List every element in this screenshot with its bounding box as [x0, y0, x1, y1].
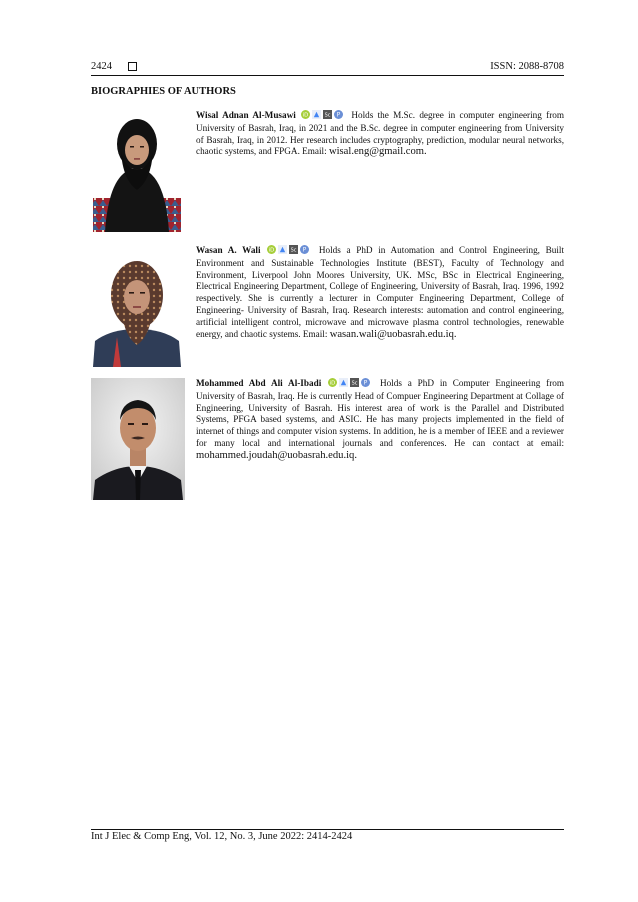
- svg-text:Sc: Sc: [351, 380, 358, 387]
- section-title: BIOGRAPHIES OF AUTHORS: [91, 86, 236, 97]
- header-rule: [91, 75, 564, 76]
- journal-citation: Int J Elec & Comp Eng, Vol. 12, No. 3, June 2022: 2414-2424: [91, 831, 353, 842]
- author-name: Wasan A. Wali: [196, 245, 261, 255]
- page-number: 2424: [91, 61, 112, 72]
- author-photo: [91, 378, 185, 500]
- running-header: [91, 61, 564, 75]
- bio-text: Holds a PhD in Computer Engineering from University of Basrah, Iraq. He is currently Head of Compuer Engineering Department at Collage of Engineering, University of Basrah. His interest area of work is the Parallel and Distributed Systems, PFGA based systems, and ASIC. He has many projects implemented in the field of internet of things and computer vision systems. In addition, he is a member of IEEE and a reviewer for many local and international journals and conferences. He can contact at email:: [196, 378, 564, 448]
- scholar-icon[interactable]: [339, 378, 348, 387]
- footer-rule: [91, 829, 564, 830]
- author-bio: [196, 110, 564, 158]
- author-photo: [91, 110, 183, 232]
- bio-text: Holds a PhD in Automation and Control Engineering, Built Environment and Sustainable Technologies Institute (BEST), Faculty of Technology and Environment, Liverpool John Moores University, UK. MSc, BSc in Electrical Engineering, Electrical Engineering Department, College of Engineering, University of Basrah, Iraq. 1996, 1992 respectively. She is currently a lecturer in Computer Engineering Department, College of Engineering- University of Basrah, Iraq. Research interests: automation and control engineering, artificial intelligent control, microwave and microwave plasma control technologies, renewable energy, and chaotic systems. Email:: [196, 245, 565, 339]
- author-photo: [91, 245, 183, 367]
- scholar-icon[interactable]: [312, 110, 321, 119]
- svg-text:P: P: [336, 112, 341, 119]
- scopus-icon[interactable]: [289, 245, 298, 254]
- author-name: Mohammed Abd Ali Al-Ibadi: [196, 378, 322, 388]
- publons-icon[interactable]: [361, 378, 370, 387]
- author-email[interactable]: wisal.eng@gmail.com.: [328, 146, 427, 158]
- scholar-icon[interactable]: [278, 245, 287, 254]
- author-name: Wisal Adnan Al-Musawi: [196, 110, 296, 120]
- orcid-icon[interactable]: [267, 245, 276, 254]
- svg-text:P: P: [363, 380, 368, 387]
- publons-icon[interactable]: [334, 110, 343, 119]
- svg-text:iD: iD: [268, 247, 275, 254]
- svg-text:P: P: [302, 247, 307, 254]
- svg-text:Sc: Sc: [324, 112, 331, 119]
- scopus-icon[interactable]: [323, 110, 332, 119]
- profile-links: [301, 110, 345, 123]
- bio-text: Holds the M.Sc. degree in computer engineering from University of Basrah, Iraq, in 2021 and the B.Sc. degree in computer engineering from University of Basrah, Iraq, in 2012. Her research includes cryptography, prediction, modular neural networks, chaotic systems, and FPGA. Email:: [196, 110, 564, 157]
- orcid-icon[interactable]: [301, 110, 310, 119]
- author-bio: [196, 245, 564, 340]
- profile-links: [328, 378, 372, 391]
- svg-text:iD: iD: [329, 380, 336, 387]
- svg-text:Sc: Sc: [290, 247, 297, 254]
- author-email[interactable]: wasan.wali@uobasrah.edu.iq.: [329, 328, 457, 340]
- scopus-icon[interactable]: [350, 378, 359, 387]
- publons-icon[interactable]: [300, 245, 309, 254]
- profile-links: [267, 245, 311, 258]
- svg-text:iD: iD: [302, 112, 309, 119]
- issn-label: ISSN: 2088-8708: [490, 61, 564, 72]
- orcid-icon[interactable]: [328, 378, 337, 387]
- square-bullet-icon: [128, 62, 137, 71]
- author-email[interactable]: mohammed.joudah@uobasrah.edu.iq.: [196, 449, 357, 461]
- author-bio: [196, 378, 564, 462]
